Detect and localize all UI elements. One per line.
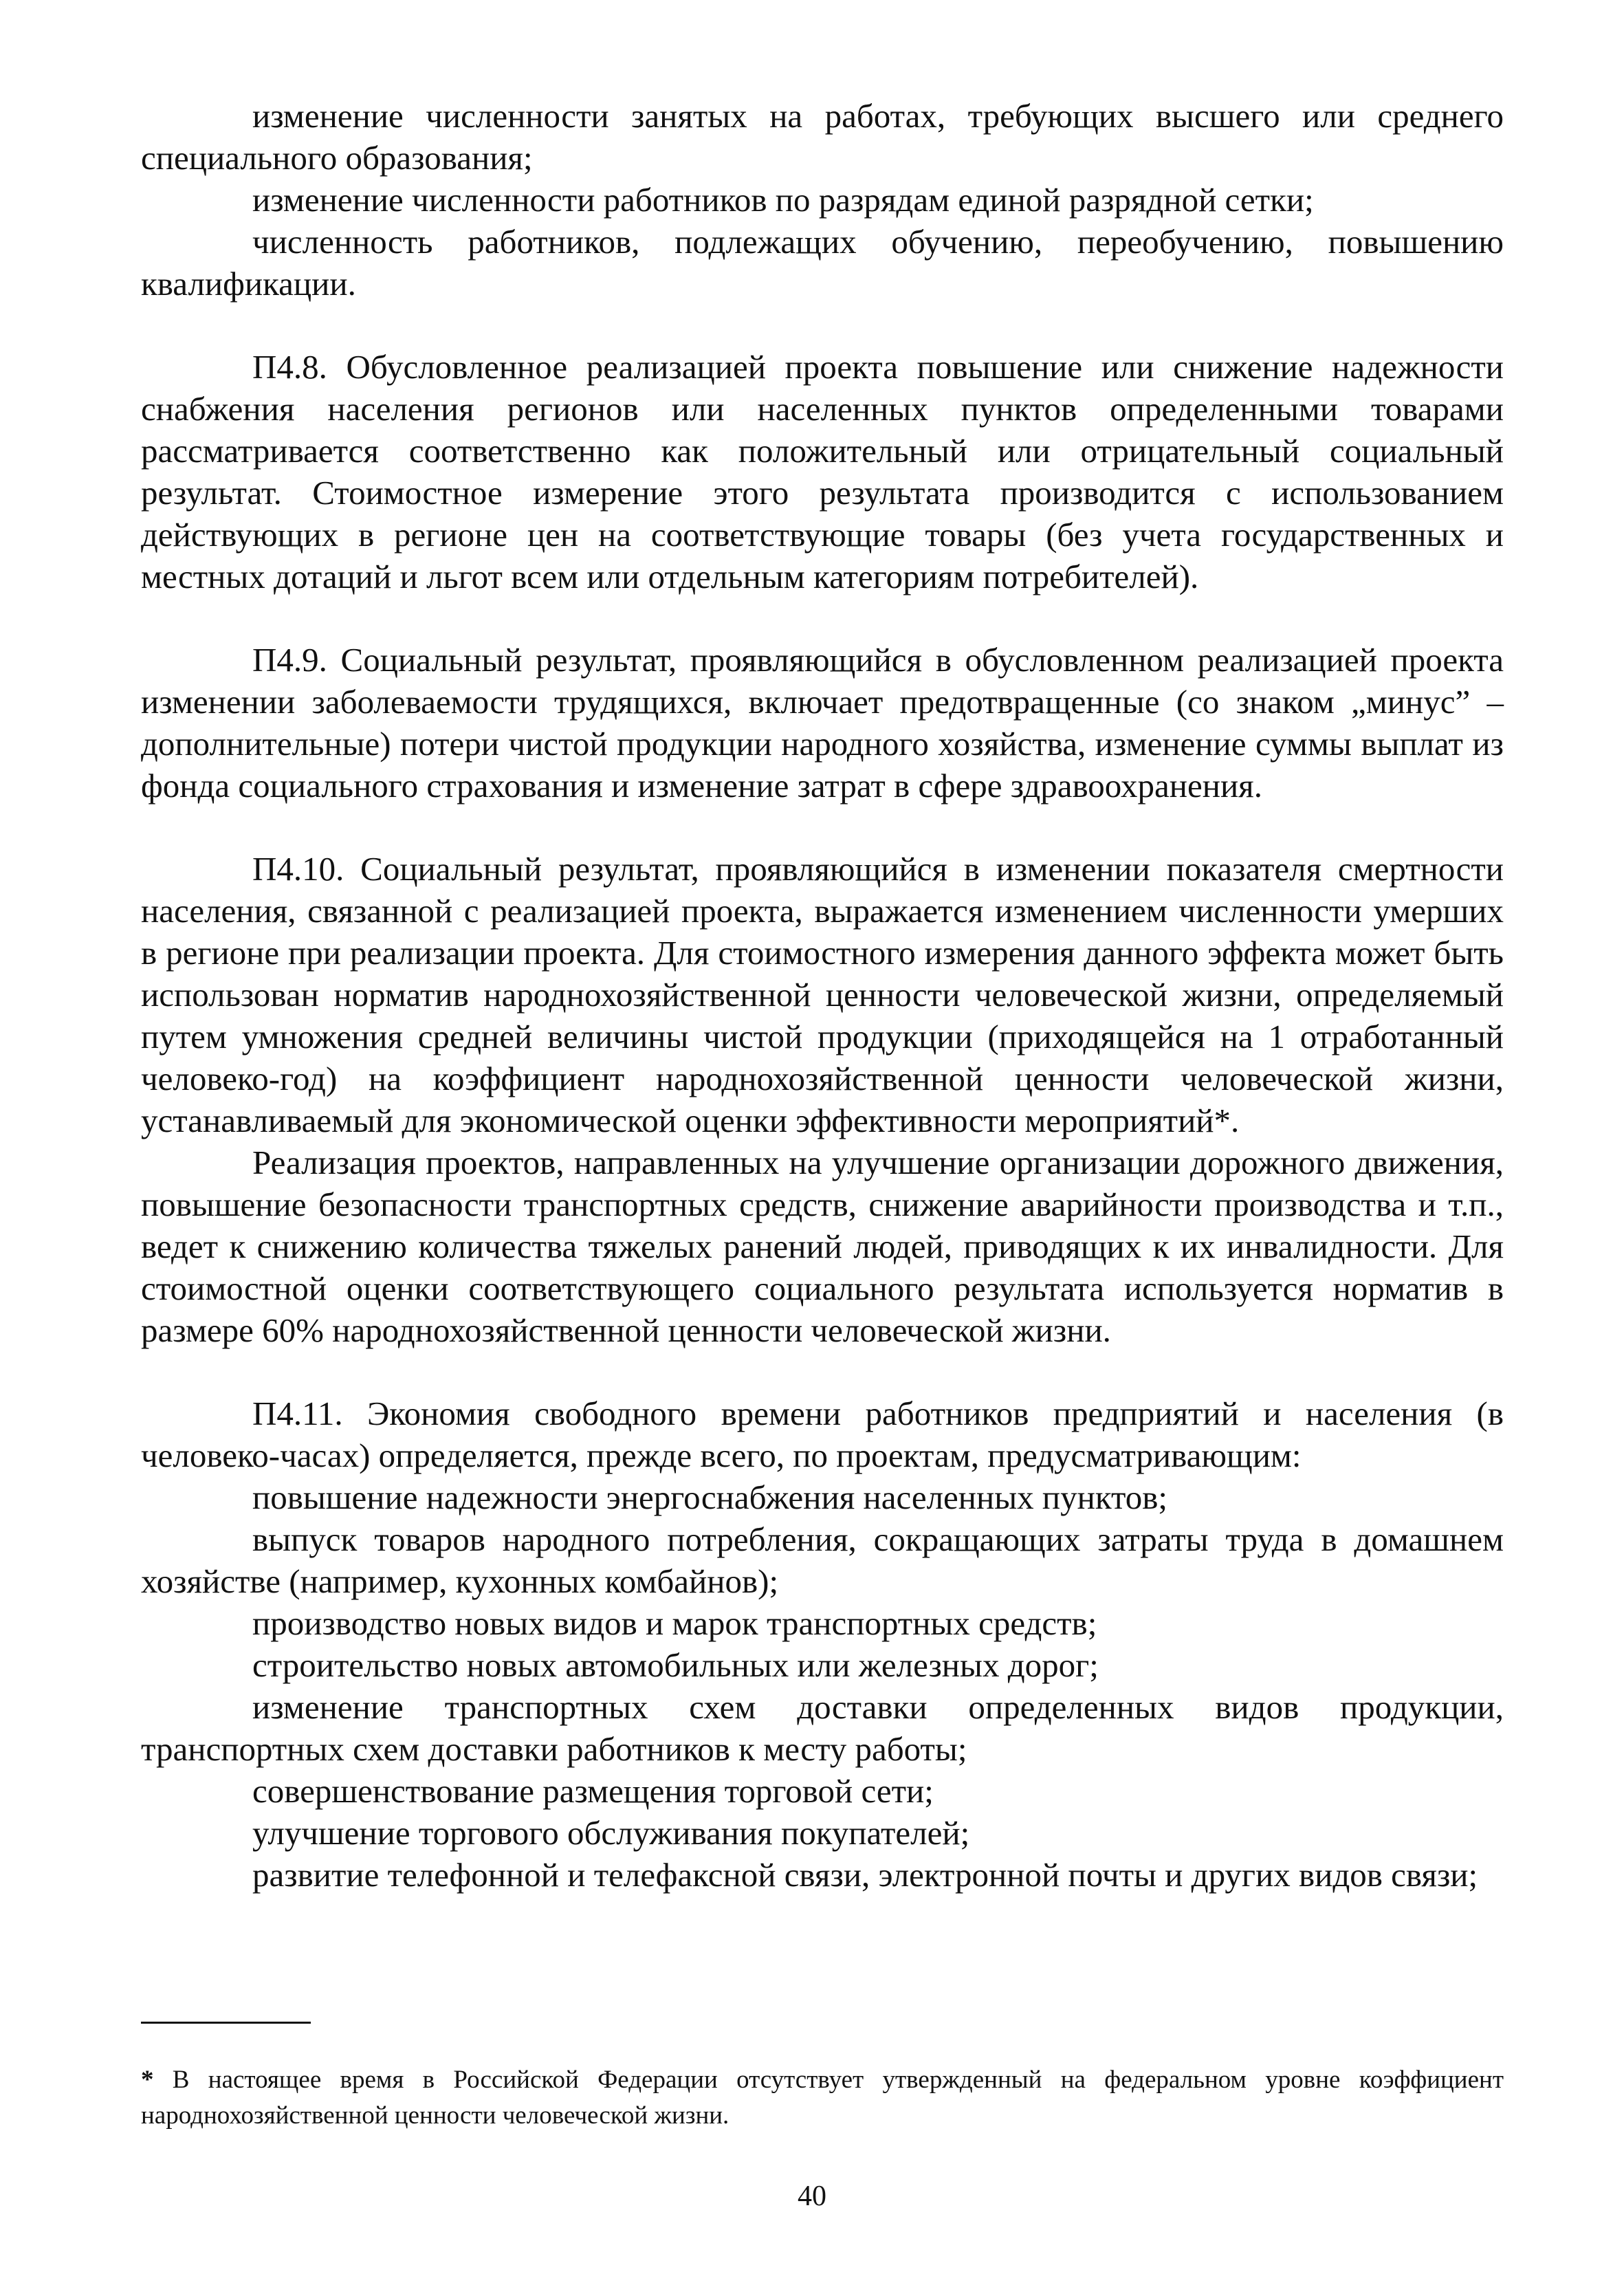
paragraph: улучшение торгового обслуживания покупателей; [252,1814,970,1852]
footnote-text: В настоящее время в Российской Федерации отсутствует утвержденный на федеральном уровне коэффициент народнохозяйственной ценности человеческой жизни. [141,2066,1504,2130]
paragraph: П4.10. Социальный результат, проявляющийся в изменении показателя смертности населения, связанной с реализацией проекта, выражается изменением численности умерших в регионе при реализации проекта. Для стоимостного измерения данного эффекта может быть использован норматив народнохозяйственной ценности человеческой жизни, определяемый путем умножения средней величины чистой продукции (приходящейся на 1 отработанный человеко-год) на коэффициент народнохозяйственной ценности человеческой жизни, устанавливаемый для экономической оценки эффективности мероприятий*. [141,850,1504,1139]
paragraph: П4.9. Социальный результат, проявляющийся в обусловленном реализацией проекта изменении заболеваемости трудящихся, включает предотвращенные (со знаком „минус” – дополнительные) потери чистой продукции народного хозяйства, изменение суммы выплат из фонда социального страхования и изменение затрат в сфере здравоохранения. [141,641,1504,805]
footnote-separator [141,2022,311,2024]
paragraph: повышение надежности энергоснабжения населенных пунктов; [252,1478,1168,1516]
paragraph: производство новых видов и марок транспортных средств; [252,1604,1097,1642]
paragraph: строительство новых автомобильных или железных дорог; [252,1646,1099,1684]
paragraph: численность работников, подлежащих обучению, переобучению, повышению квалификации. [141,223,1504,303]
paragraph: развитие телефонной и телефаксной связи, электронной почты и других видов связи; [252,1856,1478,1894]
paragraph: изменение транспортных схем доставки определенных видов продукции, транспортных схем доставки работников к месту работы; [141,1688,1504,1768]
page-number: 40 [798,2180,826,2212]
paragraph: выпуск товаров народного потребления, сокращающих затраты труда в домашнем хозяйстве (например, кухонных комбайнов); [141,1520,1504,1600]
paragraph: П4.11. Экономия свободного времени работников предприятий и населения (в человеко-часах) определяется, прежде всего, по проектам, предусматривающим: [141,1395,1504,1474]
footnote-mark: * [141,2066,154,2094]
body-text [141,95,1504,1896]
paragraph: совершенствование размещения торговой сети; [252,1772,934,1810]
paragraph: изменение численности занятых на работах, требующих высшего или среднего специального образования; [141,97,1504,177]
paragraph: Реализация проектов, направленных на улучшение организации дорожного движения, повышение безопасности транспортных средств, снижение аварийности производства и т.п., ведет к снижению количества тяжелых ранений людей, приводящих к их инвалидности. Для стоимостной оценки соответствующего социального результата используется норматив в размере 60% народнохозяйственной ценности человеческой жизни. [141,1144,1504,1349]
footnote [141,2062,1504,2134]
paragraph: изменение численности работников по разрядам единой разрядной сетки; [252,181,1314,219]
paragraph: П4.8. Обусловленное реализацией проекта повышение или снижение надежности снабжения населения регионов или населенных пунктов определенными товарами рассматривается соответственно как положительный или отрицательный социальный результат. Стоимостное измерение этого результата производится с использованием действующих в регионе цен на соответствующие товары (без учета государственных и местных дотаций и льгот всем или отдельным категориям потребителей). [141,348,1504,595]
